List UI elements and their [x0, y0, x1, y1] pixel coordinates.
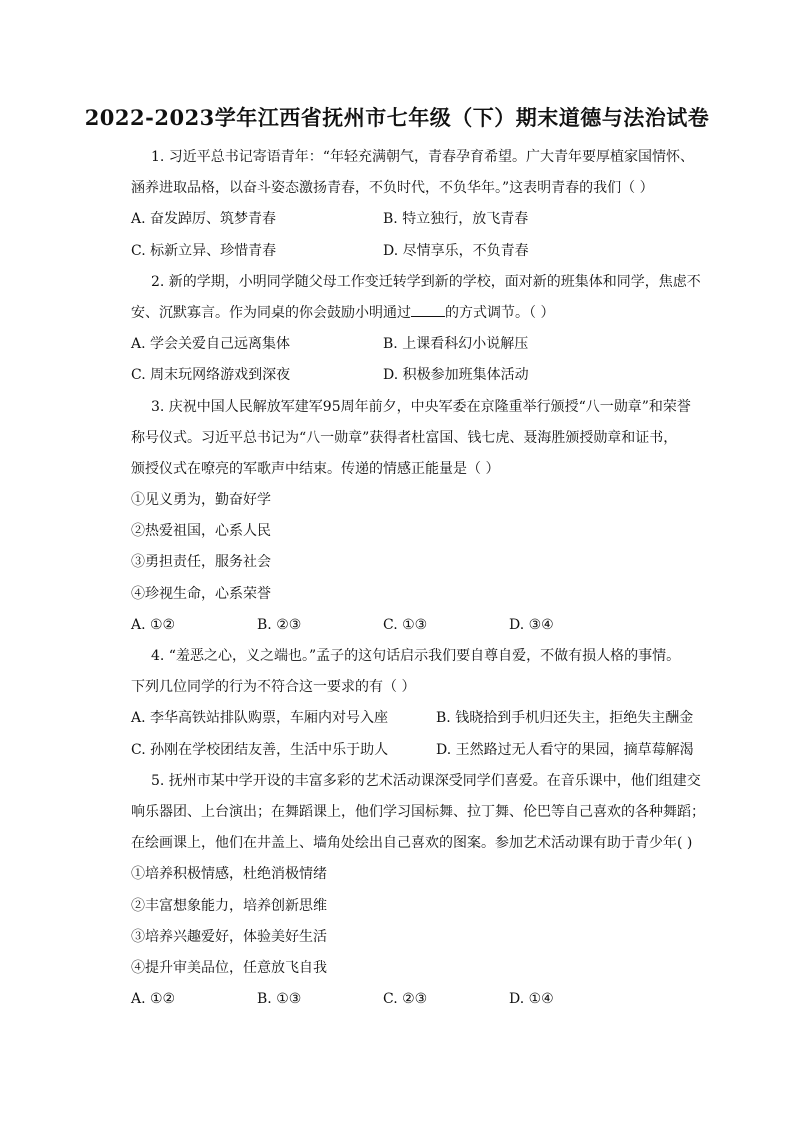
- question-4-line-2: 下列几位同学的行为不符合这一要求的有（ ）: [131, 679, 416, 696]
- question-4-line-1: 4. “羞恶之心，义之端也。”孟子的这句话启示我们要自尊自爱，不做有损人格的事情。: [151, 648, 681, 664]
- question-4-options-row-1: [131, 707, 701, 738]
- question-3-options: [131, 614, 701, 645]
- question-5-item-3: ③培养兴趣爱好，体验美好生活: [131, 928, 327, 945]
- option-a[interactable]: A. 奋发踔厉、筑梦青春: [131, 211, 277, 228]
- question-3-line-3: 颁授仪式在嘹亮的军歌声中结束。传递的情感正能量是（ ）: [131, 460, 500, 477]
- question-2-line-2-start: 安、沉默寡言。作为同桌的你会鼓励小明通过: [131, 304, 411, 321]
- option-d[interactable]: D. 积极参加班集体活动: [383, 367, 529, 384]
- question-2-line-2: [131, 302, 701, 333]
- question-2-line-1: 2. 新的学期，小明同学随父母工作变迁转学到新的学校，面对新的班集体和同学，焦虑不: [151, 273, 701, 290]
- option-d[interactable]: D. 尽情享乐，不负青春: [383, 242, 529, 259]
- answer-blank: [411, 302, 445, 317]
- question-5-item-2: ②丰富想象能力，培养创新思维: [131, 897, 327, 914]
- question-5-line-2: 响乐器团、上台演出；在舞蹈课上，他们学习国标舞、拉丁舞、伦巴等自己喜欢的各种舞蹈；: [131, 803, 705, 820]
- option-c[interactable]: C. 孙刚在学校团结友善，生活中乐于助人: [131, 741, 389, 758]
- option-a[interactable]: A. ①②: [131, 616, 176, 633]
- question-3-item-2: ②热爱祖国，心系人民: [131, 523, 271, 540]
- option-c[interactable]: C. 周末玩网络游戏到深夜: [131, 367, 291, 384]
- question-3-line-1: 3. 庆祝中国人民解放军建军95周年前夕，中央军委在京隆重举行颁授“八一勋章”和荣誉: [151, 398, 691, 415]
- option-c[interactable]: C. ①③: [383, 616, 428, 633]
- question-1-line-2: 涵养进取品格，以奋斗姿态激扬青春，不负时代，不负华年。”这表明青春的我们（ ）: [131, 180, 654, 197]
- question-5-item-4: ④提升审美品位，任意放飞自我: [131, 959, 327, 976]
- option-c[interactable]: C. ②③: [383, 991, 428, 1008]
- exam-title: 2022-2023学年江西省抚州市七年级（下）期末道德与法治试卷: [84, 105, 710, 130]
- question-4: [131, 645, 701, 770]
- question-2-options-row-1: [131, 333, 701, 364]
- question-3: [131, 396, 701, 646]
- option-a[interactable]: A. ①②: [131, 991, 176, 1008]
- question-2-line-2-end: 的方式调节。（ ）: [445, 304, 555, 321]
- option-d[interactable]: D. ③④: [509, 616, 554, 633]
- question-list: [131, 146, 705, 1019]
- option-b[interactable]: B. ②③: [257, 616, 302, 633]
- question-1-options-row-2: [131, 240, 701, 271]
- question-5-item-1: ①培养积极情感，杜绝消极情绪: [131, 866, 327, 883]
- option-b[interactable]: B. ①③: [257, 991, 302, 1008]
- question-3-line-2: 称号仪式。习近平总书记为“八一勋章”获得者杜富国、钱七虎、聂海胜颁授勋章和证书，: [131, 429, 678, 446]
- question-5-line-1: 5. 抚州市某中学开设的丰富多彩的艺术活动课深受同学们喜爱。在音乐课中，他们组建交: [151, 772, 701, 789]
- option-b[interactable]: B. 上课看科幻小说解压: [383, 336, 529, 353]
- question-3-item-1: ①见义勇为，勤奋好学: [131, 492, 271, 509]
- question-5: [131, 770, 705, 1020]
- question-1: [131, 146, 701, 271]
- option-b[interactable]: B. 特立独行，放飞青春: [383, 211, 529, 228]
- question-3-item-4: ④珍视生命，心系荣誉: [131, 585, 271, 602]
- question-5-line-3: 在绘画课上，他们在井盖上、墙角处绘出自己喜欢的图案。参加艺术活动课有助于青少年( ): [131, 835, 693, 852]
- question-3-item-3: ③勇担责任，服务社会: [131, 554, 271, 571]
- option-a[interactable]: A. 李华高铁站排队购票，车厢内对号入座: [131, 710, 389, 727]
- question-5-options: [131, 988, 701, 1019]
- option-d[interactable]: D. ①④: [509, 991, 554, 1008]
- option-a[interactable]: A. 学会关爱自己远离集体: [131, 336, 291, 353]
- option-b[interactable]: B. 钱晓拾到手机归还失主，拒绝失主酬金: [436, 710, 694, 727]
- question-2: [131, 271, 701, 396]
- question-2-options-row-2: [131, 364, 701, 395]
- option-d[interactable]: D. 王然路过无人看守的果园，摘草莓解渴: [436, 741, 694, 758]
- option-c[interactable]: C. 标新立异、珍惜青春: [131, 242, 277, 259]
- question-4-options-row-2: [131, 739, 701, 770]
- question-1-options-row-1: [131, 208, 701, 239]
- question-1-line-1: 1. 习近平总书记寄语青年：“年轻充满朝气，青春孕育希望。广大青年要厚植家国情怀、: [151, 149, 694, 165]
